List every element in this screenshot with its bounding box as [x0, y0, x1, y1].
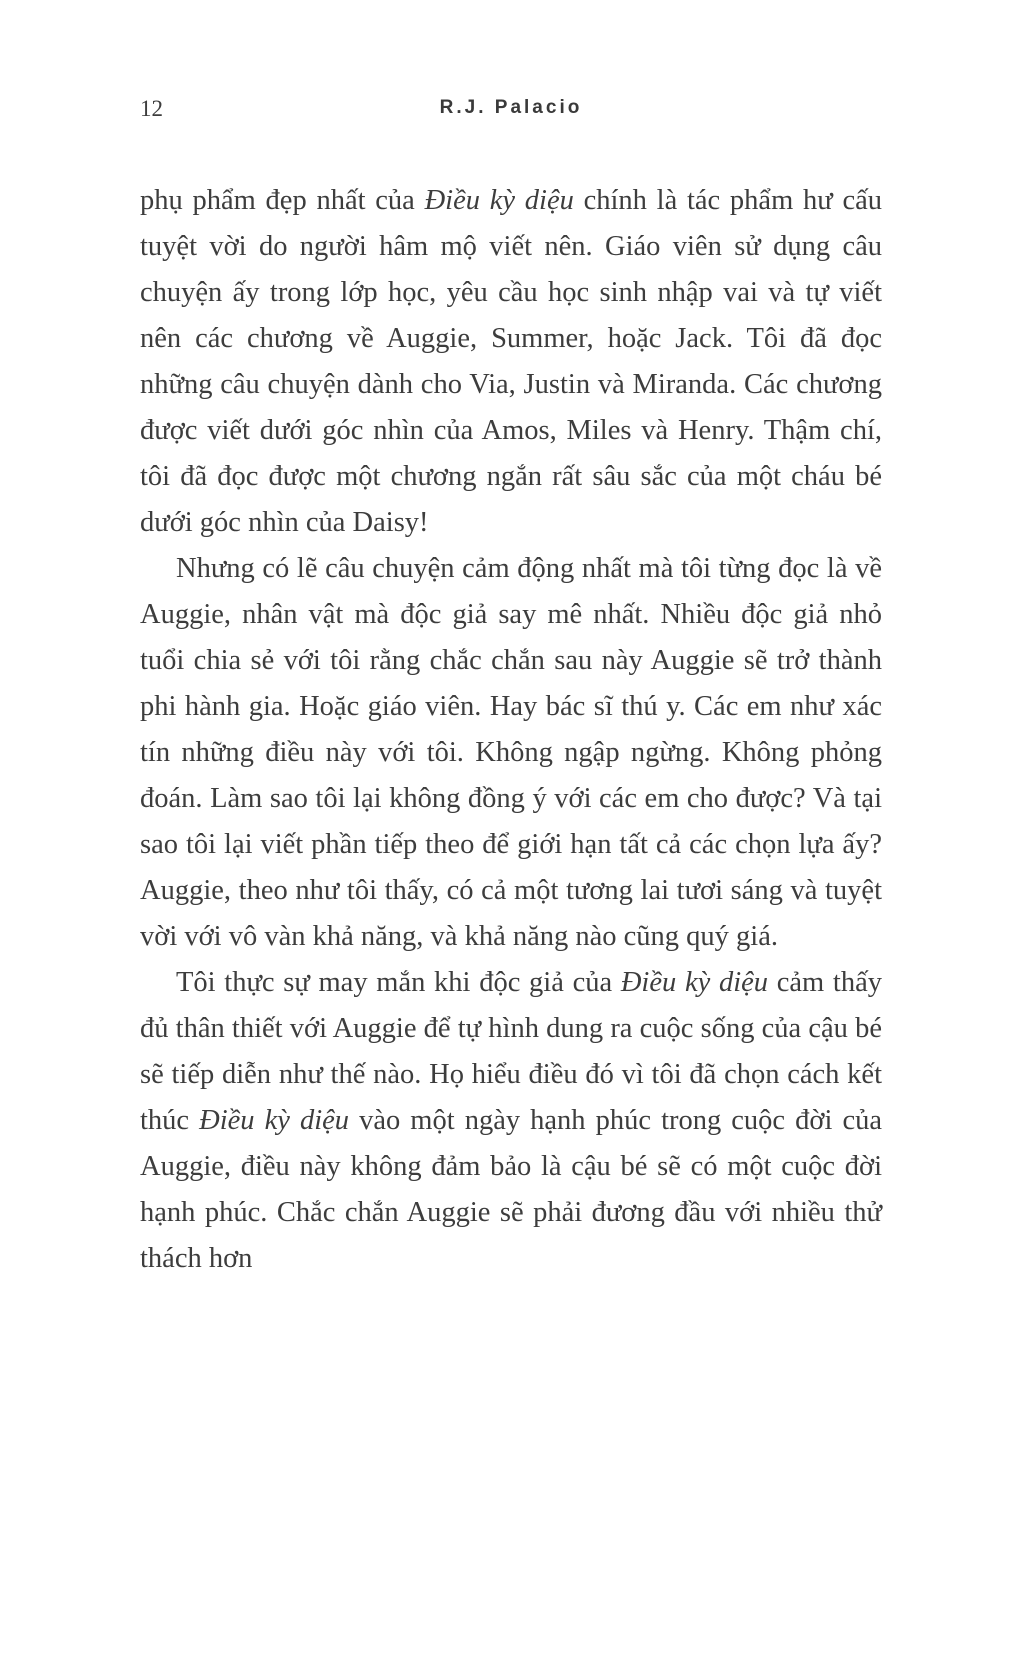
running-header-author: R.J. Palacio — [439, 97, 583, 118]
book-title-italic: Điều kỳ diệu — [424, 185, 574, 216]
page-number: 12 — [140, 96, 163, 121]
text-run: phụ phẩm đẹp nhất của — [140, 185, 425, 216]
page-body — [140, 178, 882, 1282]
paragraph — [140, 178, 882, 546]
text-run: Nhưng có lẽ câu chuyện cảm động nhất mà tôi từng đọc là về Auggie, nhân vật mà độc giả say mê nhất. Nhiều độc giả nhỏ tuổi chia sẻ với tôi rằng chắc chắn sau này Auggie sẽ trở thành phi hành gia. Hoặc giáo viên. Hay bác sĩ thú y. Các em như xác tín những điều này với tôi. Không ngập ngừng. Không phỏng đoán. Làm sao tôi lại không đồng ý với các em cho được? Và tại sao tôi lại viết phần tiếp theo để giới hạn tất cả các chọn lựa ấy? Auggie, theo như tôi thấy, có cả một tương lai tươi sáng và tuyệt vời với vô vàn khả năng, và khả năng nào cũng quý giá. — [140, 553, 882, 952]
text-run: chính là tác phẩm hư cấu tuyệt vời do người hâm mộ viết nên. Giáo viên sử dụng câu chuyện ấy trong lớp học, yêu cầu học sinh nhập vai và tự viết nên các chương về Auggie, Summer, hoặc Jack. Tôi đã đọc những câu chuyện dành cho Via, Justin và Miranda. Các chương được viết dưới góc nhìn của Amos, Miles và Henry. Thậm chí, tôi đã đọc được một chương ngắn rất sâu sắc của một cháu bé dưới góc nhìn của Daisy! — [140, 185, 882, 538]
text-run: cảm thấy đủ thân thiết với Auggie để tự hình dung ra cuộc sống của cậu bé sẽ tiếp diễn như thế nào. Họ hiểu điều đó vì tôi đã chọn cách kết thúc — [140, 967, 882, 1136]
text-run: vào một ngày hạnh phúc trong cuộc đời của Auggie, điều này không đảm bảo là cậu bé sẽ có một cuộc đời hạnh phúc. Chắc chắn Auggie sẽ phải đương đầu với nhiều thử thách hơn — [140, 1105, 882, 1274]
book-title-italic: Điều kỳ diệu — [199, 1105, 350, 1136]
book-page — [0, 96, 1024, 1671]
page-header — [140, 96, 882, 126]
book-title-italic: Điều kỳ diệu — [620, 967, 769, 998]
paragraph — [140, 960, 882, 1282]
paragraph — [140, 546, 882, 960]
text-run: Tôi thực sự may mắn khi độc giả của — [176, 967, 621, 998]
